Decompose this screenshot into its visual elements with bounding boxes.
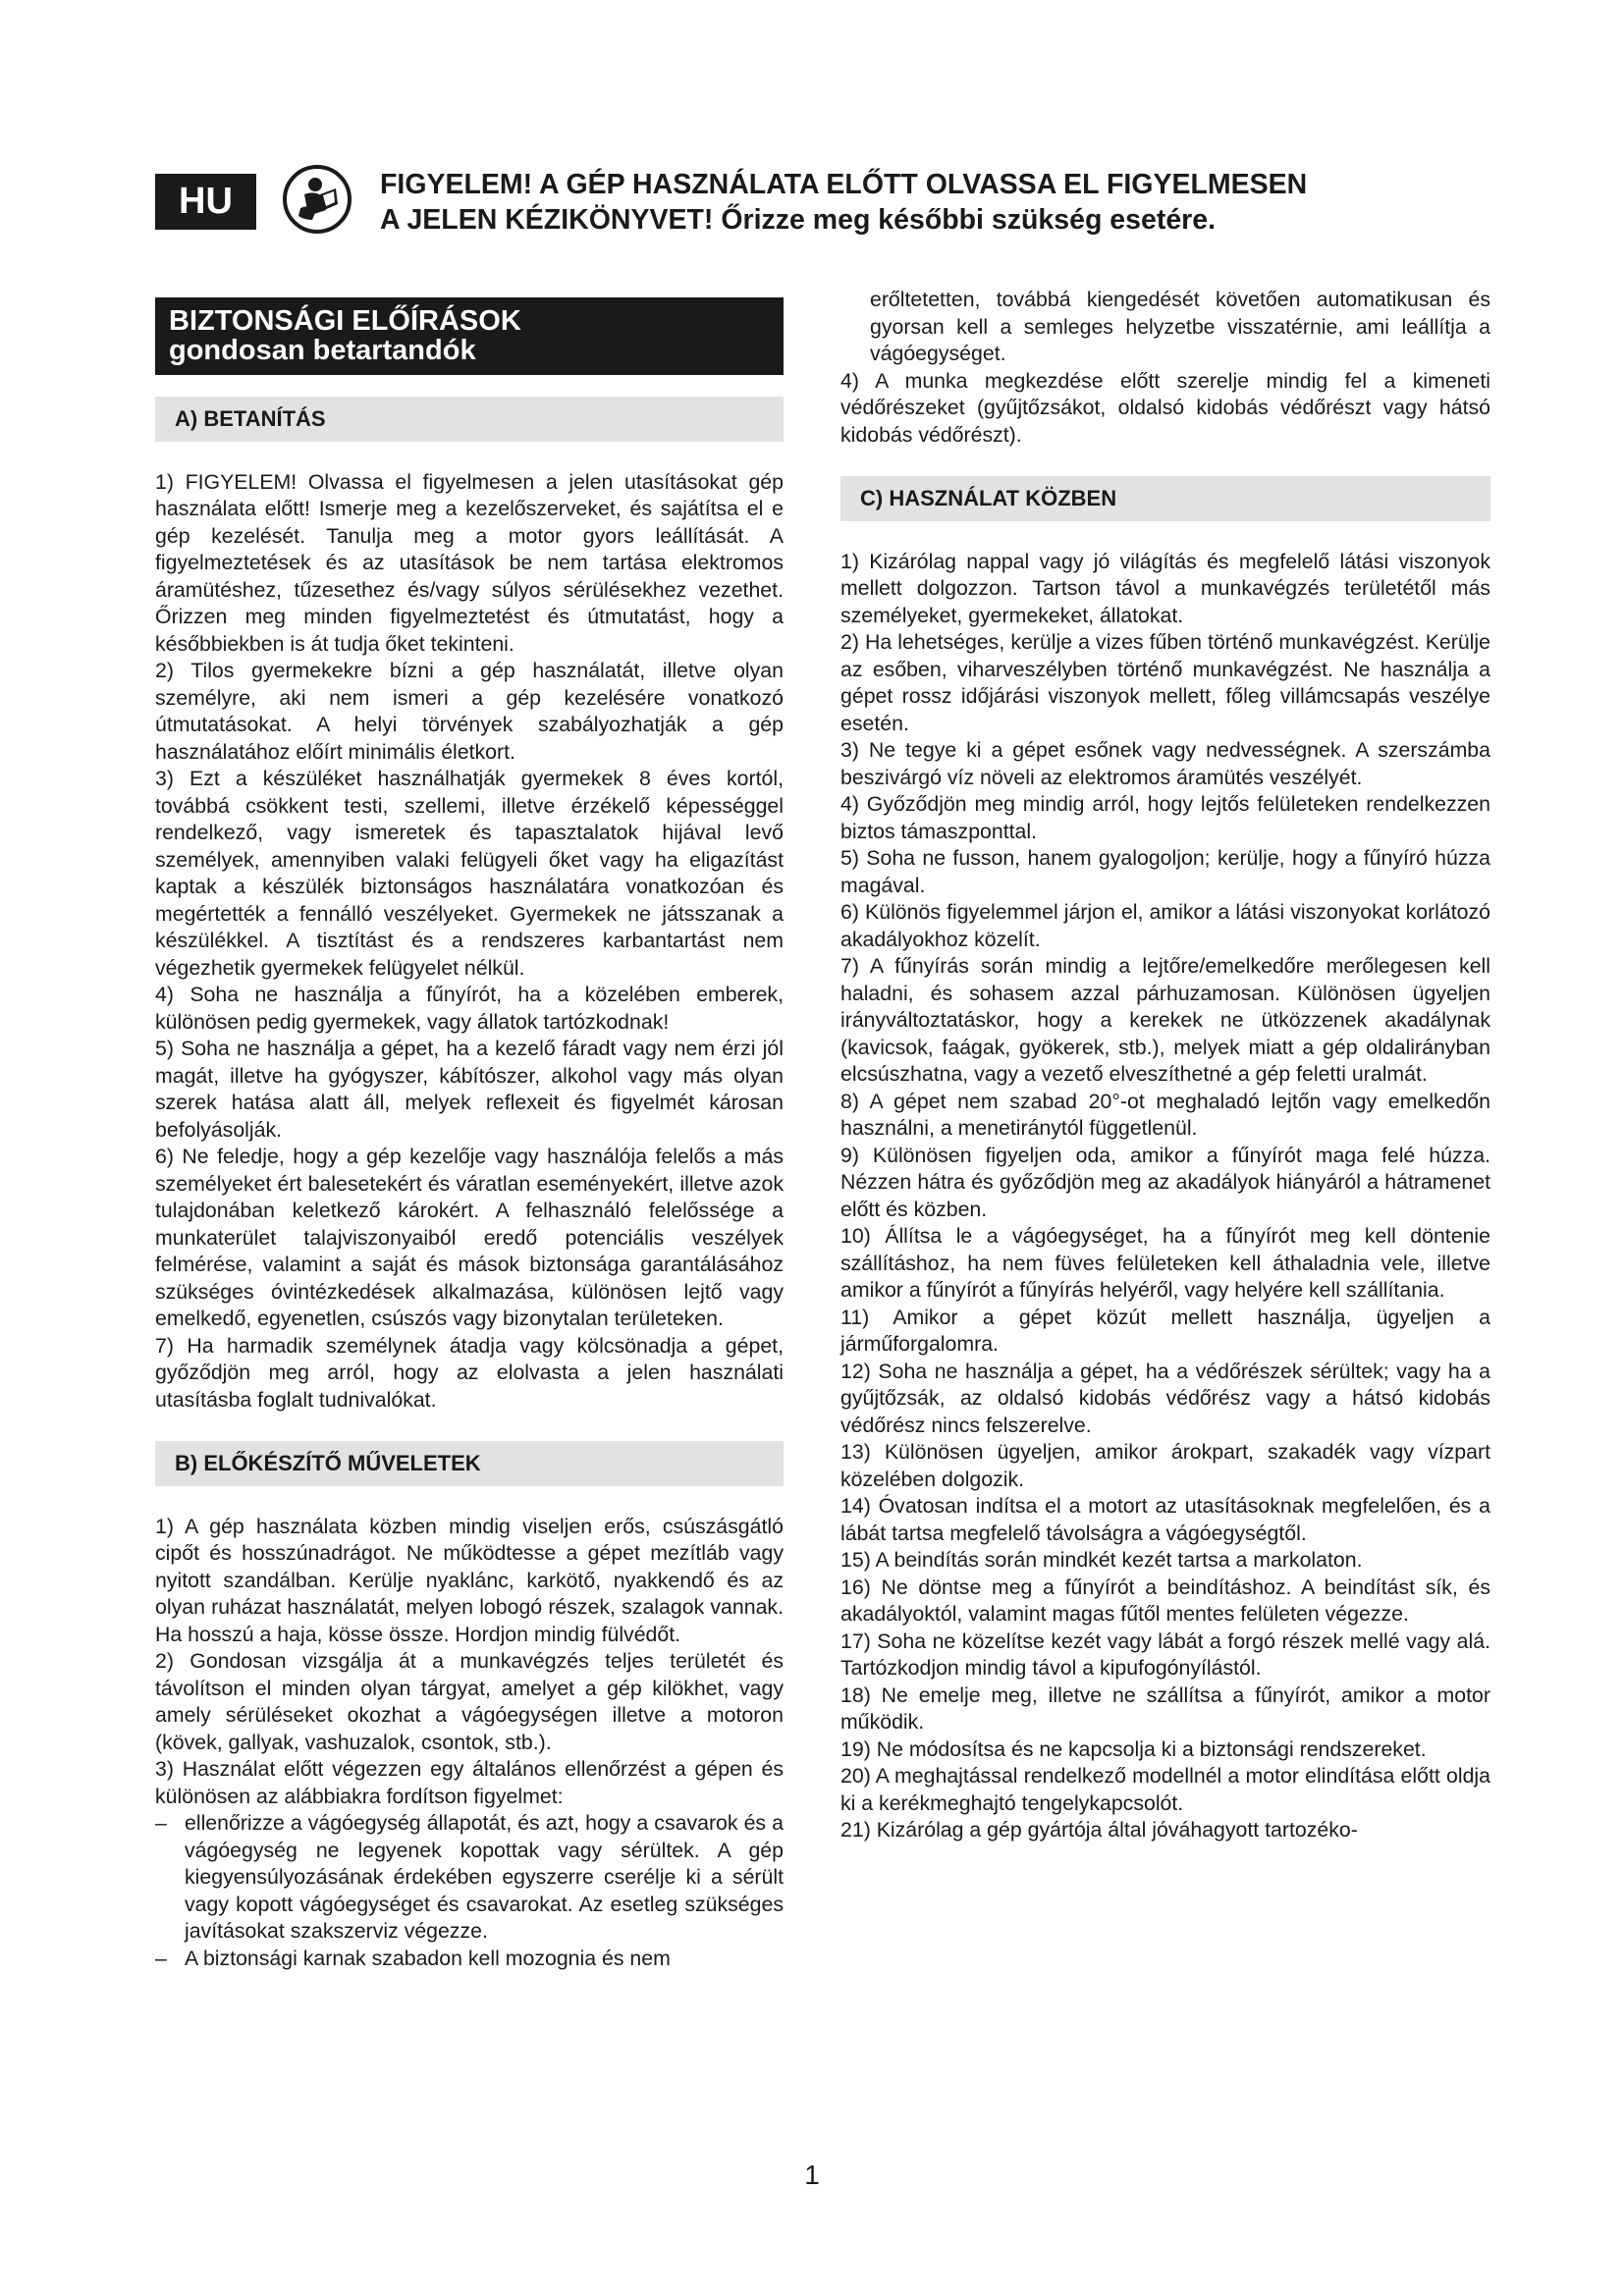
header-warning: [380, 167, 1509, 238]
main-title: [155, 297, 784, 375]
left-column: [155, 290, 784, 1972]
section-c-item-13: 13) Különösen ügyeljen, amikor árokpart, szakadék vagy vízpart közelében dolgozik.: [840, 1440, 1490, 1491]
section-c-item-12: 12) Soha ne használja a gépet, ha a védőrészek sérültek; vagy ha a gyűjtőzsák, az oldalsó kidobás védőrész vagy a hátsó kidobás védőrész nincs felszerelve.: [840, 1359, 1490, 1437]
section-b-title: B) ELŐKÉSZÍTŐ MŰVELETEK: [155, 1441, 784, 1486]
dash-mark: –: [155, 1811, 167, 1835]
section-c-item-6: 6) Különös figyelemmel járjon el, amikor a látási viszonyokat korlátozó akadályokhoz közelít.: [840, 900, 1490, 951]
section-b-dash-item-2-continued: erőltetetten, továbbá kiengedését követően automatikusan és gyorsan kell a semleges helyzetbe visszatérnie, ami leállítja a vágóegységet.: [870, 288, 1490, 365]
section-a-item-4: 4) Soha ne használja a fűnyírót, ha a közelében emberek, különösen pedig gyermekek, vagy állatok tartózkodnak!: [155, 983, 784, 1034]
section-c-item-14: 14) Óvatosan indítsa el a motort az utasításoknak megfelelően, és a lábát tartsa megfelelő távolságra a vágóegységtől.: [840, 1494, 1490, 1545]
read-manual-icon: [283, 165, 352, 234]
section-c-item-4: 4) Győződjön meg mindig arról, hogy lejtős felületeken rendelkezzen biztos támaszponttal.: [840, 792, 1490, 843]
main-title-line-1: BIZTONSÁGI ELŐÍRÁSOK: [169, 305, 521, 337]
section-c-item-16: 16) Ne döntse meg a fűnyírót a beindításhoz. A beindítást sík, és akadályoktól, valamint magas fűtől mentes felületen végezze.: [840, 1575, 1490, 1626]
section-c-item-7: 7) A fűnyírás során mindig a lejtőre/emelkedőre merőlegesen kell haladni, és sohasem azzal párhuzamosan. Különösen ügyeljen irányváltoztatáskor, hogy a kerekek ne ütközzenek akadálynak (kavicsok, faágak, gyökerek, stb.), melyek miatt a gép oldalirányban elcsúszhatna, vagy a vezető elveszíthetné a gép feletti uralmát.: [840, 954, 1490, 1086]
section-c-item-3: 3) Ne tegye ki a gépet esőnek vagy nedvességnek. A szerszámba beszivárgó víz növeli az elektromos áramütés veszélyét.: [840, 738, 1490, 789]
section-c-item-11: 11) Amikor a gépet közút mellett használja, ügyeljen a járműforgalomra.: [840, 1305, 1490, 1356]
dash-text: A biztonsági karnak szabadon kell mozognia és nem: [185, 1946, 671, 1970]
section-c-item-8: 8) A gépet nem szabad 20°-ot meghaladó lejtőn vagy emelkedőn használni, a menetiránytól függetlenül.: [840, 1089, 1490, 1140]
section-c-item-9: 9) Különösen figyeljen oda, amikor a fűnyírót maga felé húzza. Nézzen hátra és győződjön meg az akadályok hiányáról a hátramenet előtt és közben.: [840, 1143, 1490, 1221]
section-c-item-10: 10) Állítsa le a vágóegységet, ha a fűnyírót meg kell döntenie szállításhoz, ha nem füves felületeken kell áthaladnia vele, illetve amikor a fűnyírót a fűnyírás helyéről, vagy helyére kell szállítania.: [840, 1224, 1490, 1302]
header-line-1: FIGYELEM! A GÉP HASZNÁLATA ELŐTT OLVASSA EL FIGYELMESEN: [380, 169, 1308, 200]
section-c-item-19: 19) Ne módosítsa és ne kapcsolja ki a biztonsági rendszereket.: [840, 1736, 1427, 1761]
section-a-item-7: 7) Ha harmadik személynek átadja vagy kölcsönadja a gépet, győződjön meg arról, hogy az elolvasta a jelen használati utasításba foglalt tudnivalókat.: [155, 1333, 784, 1412]
section-c-item-2: 2) Ha lehetséges, kerülje a vizes fűben történő munkavégzést. Kerülje az esőben, viharveszélyben történő munkavégzést. Ne használja a gépet rossz időjárási viszonyok mellett, főleg villámcsapás veszélye esetén.: [840, 630, 1490, 735]
section-c-item-15: 15) A beindítás során mindkét kezét tartsa a markolaton.: [840, 1548, 1363, 1572]
section-c-title: C) HASZNÁLAT KÖZBEN: [840, 476, 1490, 521]
section-b-dash-item-1: [155, 1810, 784, 1946]
section-b-item-3: 3) Használat előtt végezzen egy általános ellenőrzést a gépen és különösen az alábbiakra fordítson figyelmet:: [155, 1757, 784, 1808]
section-c-item-20: 20) A meghajtással rendelkező modellnél a motor elindítása előtt oldja ki a kerékmeghajtó tengelykapcsolót.: [840, 1764, 1490, 1815]
main-title-line-2: gondosan betartandók: [169, 335, 476, 366]
dash-mark: –: [155, 1946, 167, 1970]
section-b-item-2: 2) Gondosan vizsgálja át a munkavégzés teljes területét és távolítson el minden olyan tárgyat, amelyet a gép kilökhet, vagy amely sérüléseket okozhat a vágóegységen illetve a motoron (kövek, gallyak, vashuzalok, csontok, stb.).: [155, 1649, 784, 1754]
section-a-item-6: 6) Ne feledje, hogy a gép kezelője vagy használója felelős a más személyeket ért balesetekért és váratlan eseményekért, illetve azok tulajdonában keletkező károkért. A felhasználó felelőssége a munkaterület talajviszonyaiból eredő potenciális veszélyek felmérése, valamint a saját és mások biztonsága garantálásához szükséges óvintézkedések alkalmazása, különösen lejtő vagy emelkedő, egyenetlen, csúszós vagy bizonytalan területeken.: [155, 1145, 784, 1330]
dash-text: ellenőrizze a vágóegység állapotát, és azt, hogy a csavarok és a vágóegység ne legyenek kopottak vagy sérültek. A gép kiegyensúlyozásának érdekében egyszerre cserélje ki a sérült vagy kopott vágóegységet és csavarokat. Az esetleg szükséges javításokat szakszerviz végezze.: [185, 1811, 784, 1943]
section-b-dash-item-2: [155, 1946, 784, 1973]
section-c-item-21: 21) Kizárólag a gép gyártója által jóváhagyott tartozéko-: [840, 1818, 1358, 1842]
section-a-item-5: 5) Soha ne használja a gépet, ha a kezelő fáradt vagy nem érzi jól magát, illetve ha gyógyszer, kábítószer, alkohol vagy más olyan szerek hatása alatt áll, melyek reflexeit és figyelmét károsan befolyásolják.: [155, 1037, 784, 1142]
section-c-item-5: 5) Soha ne fusson, hanem gyalogoljon; kerülje, hogy a fűnyíró húzza magával.: [840, 846, 1490, 897]
header-line-2: A JELEN KÉZIKÖNYVET! Őrizze meg későbbi szükség esetére.: [380, 204, 1217, 236]
section-b-item-1: 1) A gép használata közben mindig viseljen erős, csúszásgátló cipőt és hosszúnadrágot. Ne működtesse a gépet mezítláb vagy nyitott szandálban. Kerülje nyaklánc, karkötő, nyakkendő és az olyan ruházat használatát, melyen lobogó részek, szalagok vannak. Ha hosszú a haja, kösse össze. Hordjon mindig fülvédőt.: [155, 1514, 784, 1646]
right-column: [840, 287, 1490, 1844]
language-badge: HU: [155, 174, 256, 230]
section-a-item-3: 3) Ezt a készüléket használhatják gyermekek 8 éves kortól, továbbá csökkent testi, szellemi, illetve érzékelő képességgel rendelkező, vagy ismeretek és tapasztalatok hijával levő személyek, amennyiben valaki felügyeli őket vagy ha eligazítást kaptak a készülék biztonságos használatára vonatkozóan és megértették a fennálló veszélyeket. Gyermekek ne játsszanak a készülékkel. A tisztítást és a rendszeres karbantartást nem végezhetik gyermekek felügyelet nélkül.: [155, 767, 784, 980]
section-a-item-1: 1) FIGYELEM! Olvassa el figyelmesen a jelen utasításokat gép használata előtt! Ismerje meg a kezelőszerveket, és sajátítsa el e gép kezelését. Tanulja meg a motor gyors leállítását. A figyelmeztetések és az utasítások be nem tartása elektromos áramütéshez, tűzesethez és/vagy súlyos sérülésekhez vezethet. Őrizzen meg minden figyelmeztetést és útmutatást, hogy a későbbiekben is át tudja őket tekinteni.: [155, 469, 784, 656]
section-c-item-17: 17) Soha ne közelítse kezét vagy lábát a forgó részek mellé vagy alá. Tartózkodjon mindig távol a kipufogónyílástól.: [840, 1629, 1490, 1680]
section-a-item-2: 2) Tilos gyermekekre bízni a gép használatát, illetve olyan személyre, aki nem ismeri a gép kezelésére vonatkozó útmutatásokat. A helyi törvények szabályozhatják a gép használatához előírt minimális életkort.: [155, 659, 784, 764]
section-c-item-1: 1) Kizárólag nappal vagy jó világítás és megfelelő látási viszonyok mellett dolgozzon. Tartson távol a munkavégzés területétől más személyeket, gyermekeket, állatokat.: [840, 549, 1490, 627]
section-c-item-18: 18) Ne emelje meg, illetve ne szállítsa a fűnyírót, amikor a motor működik.: [840, 1682, 1490, 1734]
section-a-title: A) BETANÍTÁS: [155, 397, 784, 442]
section-b-item-4: 4) A munka megkezdése előtt szerelje mindig fel a kimeneti védőrészeket (gyűjtőzsákot, oldalsó kidobás védőrészt vagy hátsó kidobás védőrészt).: [840, 368, 1490, 447]
page-number: 1: [804, 2160, 820, 2190]
